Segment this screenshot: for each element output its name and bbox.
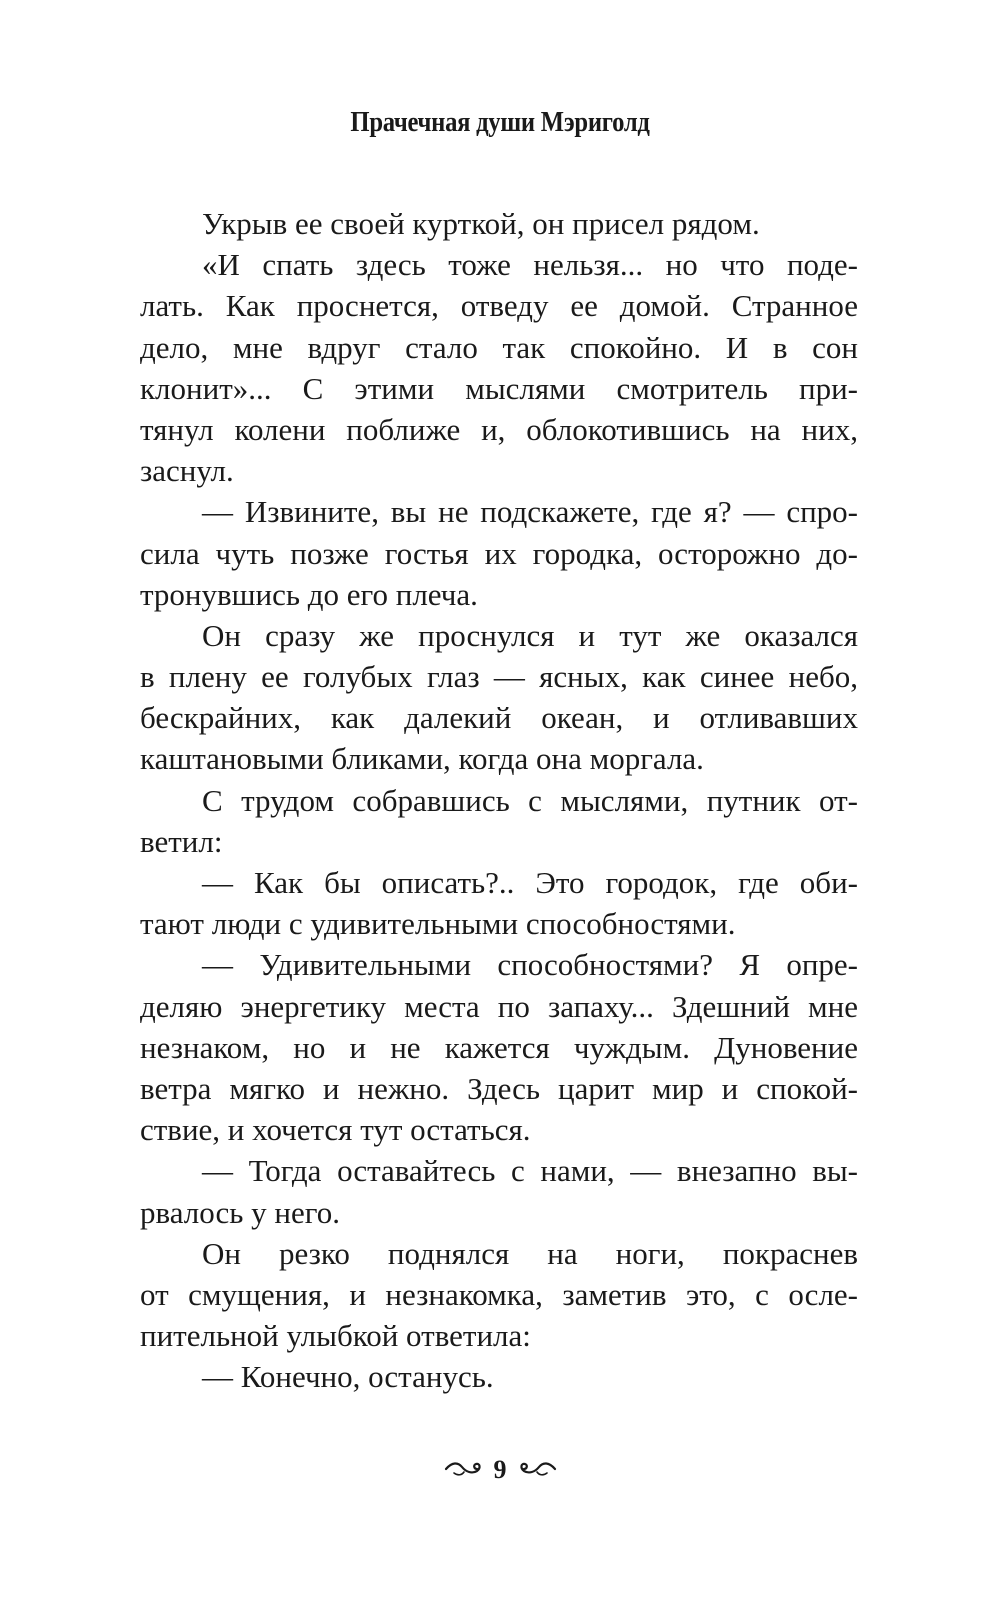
text-line: Укрыв ее своей курткой, он присел рядом. (202, 206, 760, 241)
page-folio (0, 1455, 1000, 1485)
text-line: тронувшись до его плеча. (140, 576, 478, 612)
text-line: — Как бы описать?.. Это городок, где оби- (202, 865, 858, 900)
text-line: — Извините, вы не подскажете, где я? — спро- (202, 494, 858, 530)
text-line: — Тогда оставайтесь с нами, — внезапно вы- (202, 1153, 858, 1189)
text-line: заснул. (140, 453, 234, 489)
text-line: клонит»... С этими мыслями смотритель при- (140, 370, 858, 406)
text-line: Он резко поднялся на ноги, покраснев (202, 1235, 858, 1271)
text-line: каштановыми бликами, когда она моргала. (140, 741, 704, 777)
text-line: сила чуть позже гостья их городка, осторожно до- (140, 535, 858, 571)
text-line: в плену ее голубых глаз — ясных, как синее небо, (140, 659, 858, 695)
scroll-flourish-icon (513, 1460, 557, 1480)
text-line: «И спать здесь тоже нельзя... но что поде- (202, 247, 858, 283)
body-text (140, 203, 858, 1397)
text-line: С трудом собравшись с мыслями, путник от- (202, 782, 858, 818)
text-line: — Удивительными способностями? Я опре- (202, 947, 858, 983)
text-line: пительной улыбкой ответила: (140, 1318, 531, 1354)
text-line: тянул колени поближе и, облокотившись на них, (140, 411, 858, 447)
text-line: незнаком, но и не кажется чуждым. Дуновение (140, 1029, 858, 1065)
running-head: Прачечная души Мэриголд (350, 107, 650, 138)
text-line: тают люди с удивительными способностями. (140, 906, 736, 942)
page-number: 9 (493, 1455, 507, 1484)
text-line: рвалось у него. (140, 1194, 340, 1230)
text-line: бескрайних, как далекий океан, и отливавших (140, 700, 858, 736)
text-line: ствие, и хочется тут остаться. (140, 1112, 531, 1148)
text-line: Он сразу же проснулся и тут же оказался (202, 617, 858, 653)
text-line: деляю энергетику места по запаху... Здешний мне (140, 988, 858, 1024)
text-line: дело, мне вдруг стало так спокойно. И в сон (140, 329, 858, 365)
text-line: ветил: (140, 823, 223, 859)
text-line: лать. Как проснется, отведу ее домой. Странное (140, 288, 858, 324)
scroll-flourish-icon (444, 1460, 488, 1480)
text-line: ветра мягко и нежно. Здесь царит мир и спокой- (140, 1070, 858, 1106)
text-line: — Конечно, останусь. (202, 1359, 494, 1395)
text-line: от смущения, и незнакомка, заметив это, с осле- (140, 1276, 858, 1312)
